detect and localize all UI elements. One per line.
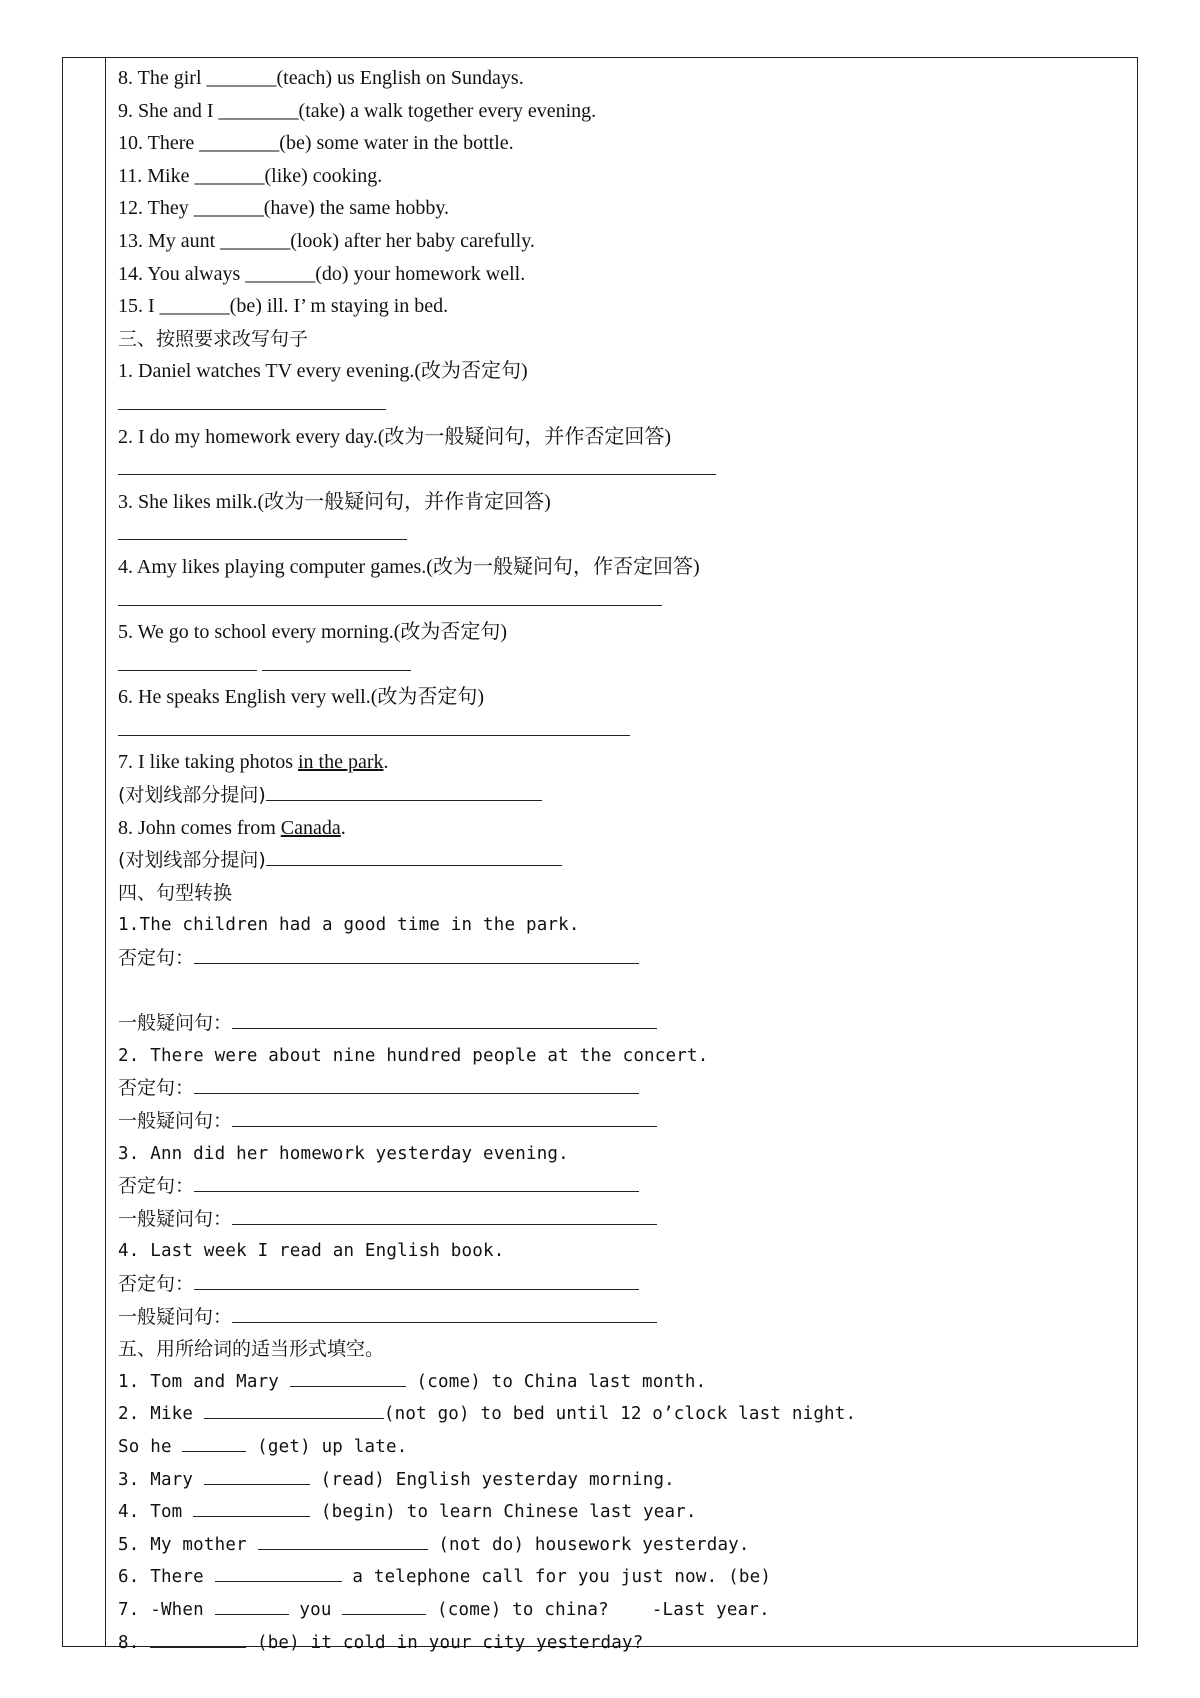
answer-line[interactable]: [118, 714, 1118, 747]
fill-item-3: 3. Mary (read) English yesterday morning.: [118, 1464, 1118, 1497]
list-item: 9. She and I ________(take) a walk together every evening.: [118, 99, 597, 122]
fill-item-8: 8. (be) it cold in your city yesterday?: [118, 1627, 1118, 1660]
list-item: 15. I _______(be) ill. I’ m staying in bed.: [118, 295, 449, 318]
fill-item-6: 6. There a telephone call for you just now. (be): [118, 1561, 1118, 1594]
answer-line[interactable]: 否定句：: [118, 942, 1118, 975]
rewrite-question-5: 5. We go to school every morning.(改为否定句): [118, 621, 508, 644]
answer-line[interactable]: [118, 844, 1118, 877]
answer-line[interactable]: 一般疑问句：: [118, 1007, 1118, 1040]
rewrite-question-1: 1. Daniel watches TV every evening.(改为否定句): [118, 360, 528, 383]
worksheet-content: [118, 62, 1118, 1659]
answer-line[interactable]: 一般疑问句：: [118, 1105, 1118, 1138]
list-item: 10. There ________(be) some water in the bottle.: [118, 132, 514, 155]
fill-item-1: 1. Tom and Mary (come) to China last month.: [118, 1366, 1118, 1399]
rewrite-question-4: 4. Amy likes playing computer games.(改为一般疑问句，作否定回答): [118, 555, 700, 578]
list-item: 13. My aunt _______(look) after her baby carefully.: [118, 229, 535, 252]
rewrite-question-6: 6. He speaks English very well.(改为否定句): [118, 686, 485, 709]
list-item: 14. You always _______(do) your homework well.: [118, 262, 526, 285]
answer-line[interactable]: [118, 453, 1118, 486]
fill-item-4: 4. Tom (begin) to learn Chinese last year.: [118, 1496, 1118, 1529]
rewrite-question-3: 3. She likes milk.(改为一般疑问句，并作肯定回答): [118, 490, 551, 513]
list-item: 11. Mike _______(like) cooking.: [118, 164, 383, 187]
underlined-phrase: in the park: [297, 751, 384, 774]
answer-line[interactable]: [118, 649, 1118, 682]
answer-line[interactable]: 否定句：: [118, 1072, 1118, 1105]
fill-item-2-cont: So he (get) up late.: [118, 1431, 1118, 1464]
sentence-2: 2. There were about nine hundred people at the concert.: [118, 1045, 709, 1066]
answer-line[interactable]: [118, 518, 1118, 551]
list-item: 8. The girl _______(teach) us English on Sundays.: [118, 67, 524, 89]
fill-item-5: 5. My mother (not do) housework yesterday.: [118, 1529, 1118, 1562]
answer-line[interactable]: [118, 584, 1118, 617]
column-divider: [105, 57, 106, 1647]
section-heading-4: 四、句型转换: [118, 881, 233, 904]
rewrite-question-7: 7. I like taking photos in the park.: [118, 751, 389, 774]
answer-line[interactable]: 一般疑问句：: [118, 1203, 1118, 1236]
sentence-3: 3. Ann did her homework yesterday evening.: [118, 1143, 569, 1164]
fill-item-7: 7. -When you (come) to china? -Last year.: [118, 1594, 1118, 1627]
ask-label: (对划线部分提问): [118, 784, 266, 807]
fill-item-2: 2. Mike (not go) to bed until 12 o’clock last night.: [118, 1398, 1118, 1431]
sentence-4: 4. Last week I read an English book.: [118, 1241, 505, 1262]
answer-line[interactable]: [118, 388, 1118, 421]
ask-label: (对划线部分提问): [118, 849, 266, 872]
rewrite-question-8: 8. John comes from Canada.: [118, 816, 346, 839]
section-heading-3: 三、按照要求改写句子: [118, 327, 309, 350]
answer-line[interactable]: 否定句：: [118, 1268, 1118, 1301]
underlined-phrase: Canada: [280, 816, 341, 839]
answer-line[interactable]: 否定句：: [118, 1170, 1118, 1203]
section-heading-5: 五、用所给词的适当形式填空。: [118, 1338, 385, 1361]
spacer: [118, 975, 1118, 1008]
rewrite-question-2: 2. I do my homework every day.(改为一般疑问句，并作否定回答): [118, 425, 672, 448]
answer-line[interactable]: 一般疑问句：: [118, 1301, 1118, 1334]
sentence-1: 1.The children had a good time in the park.: [118, 915, 580, 936]
answer-line[interactable]: [118, 779, 1118, 812]
list-item: 12. They _______(have) the same hobby.: [118, 197, 450, 220]
